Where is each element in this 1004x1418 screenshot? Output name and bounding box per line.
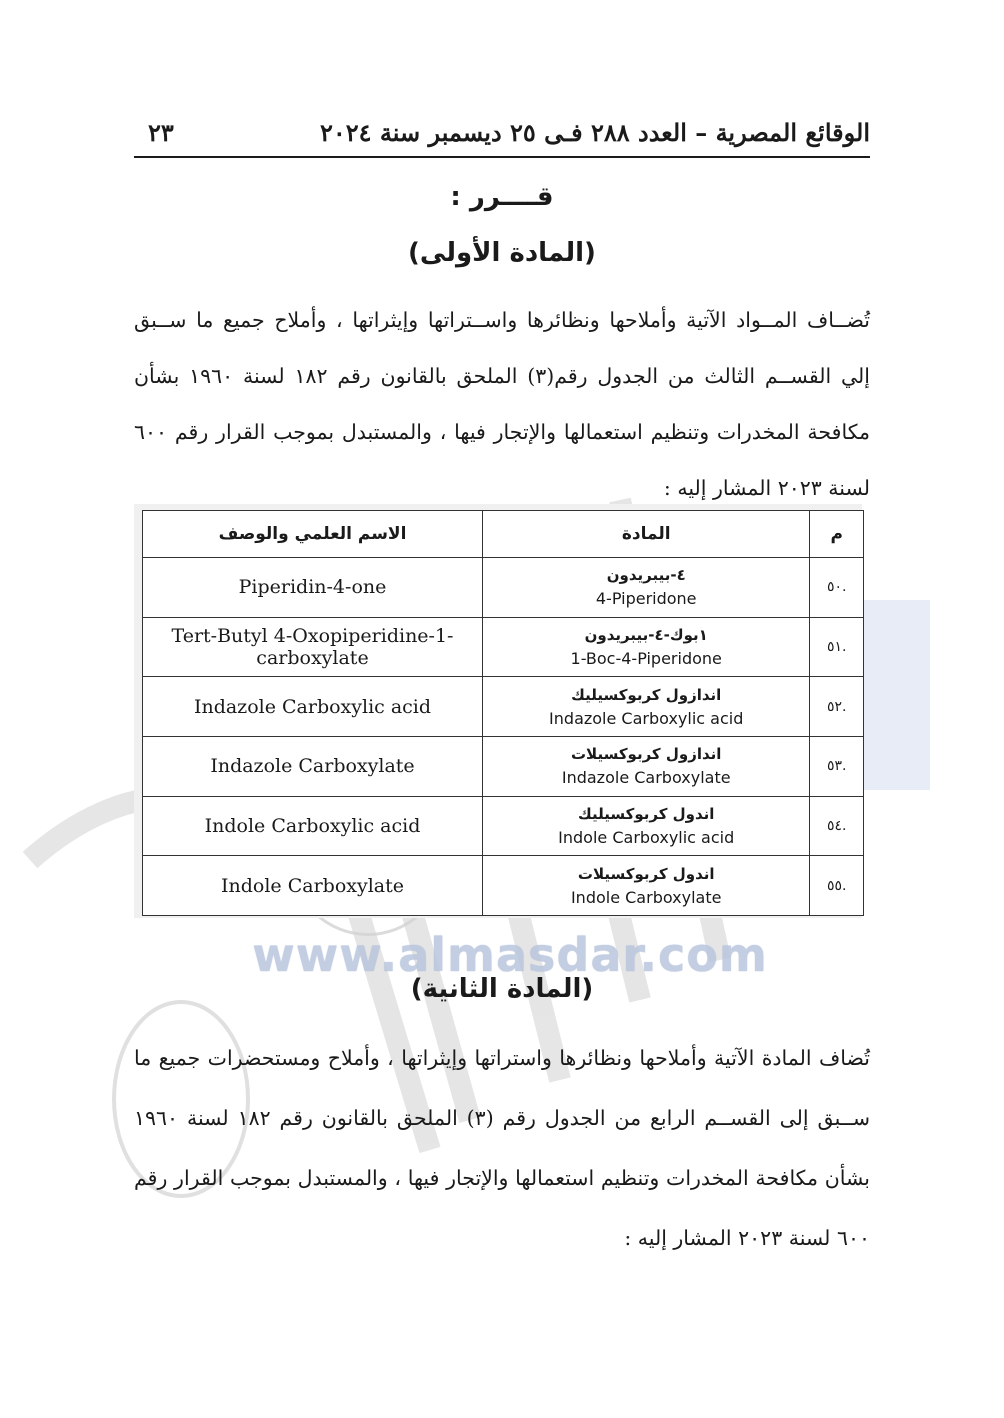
table-row [143, 617, 864, 677]
header-num: م [810, 511, 864, 558]
table-row [143, 677, 864, 737]
substance-cell [483, 677, 810, 737]
table-header-row [143, 511, 864, 558]
scientific-name: Indazole Carboxylate [143, 736, 483, 796]
article-1-text: تُضــاف المــواد الآتية وأملاحها ونظائرها واســتراتها وإيثراتها ، وأملاح جميع ما ســبق إلي القســم الثالث من الجدول رقم(٣) الملحق بالقانون رقم ١٨٢ لسنة ١٩٦٠ بشأن مكافحة المخدرات وتنظيم استعمالها والإتجار فيها ، والمستبدل بموجب القرار رقم ٦٠٠ لسنة ٢٠٢٣ المشار إليه : [134, 308, 870, 500]
scientific-name: Indazole Carboxylic acid [143, 677, 483, 737]
substance-english: Indole Carboxylic acid [558, 827, 735, 847]
substance-arabic: اندازول كربوكسيلات [570, 745, 722, 764]
header-substance: المادة [483, 511, 810, 558]
substance-cell [483, 796, 810, 856]
substance-english: 1-Boc-4-Piperidone [570, 648, 722, 668]
substance-arabic: اندازول كربوكسيليك [571, 685, 722, 704]
substance-cell [483, 736, 810, 796]
scientific-name: Indole Carboxylic acid [143, 796, 483, 856]
substance-arabic: ٤-بيبريدون [606, 566, 686, 585]
substance-cell [483, 856, 810, 916]
substance-arabic: اندول كربوكسيليك [578, 804, 715, 823]
scientific-name: Tert-Butyl 4-Oxopiperidine-1-carboxylate [143, 617, 483, 677]
scientific-name: Indole Carboxylate [143, 856, 483, 916]
scientific-name: Piperidin-4-one [143, 558, 483, 618]
substances-table-frame [134, 504, 862, 918]
decision-heading: قــــرر : [450, 182, 554, 212]
row-number: .٥٣ [810, 736, 864, 796]
row-number: .٥٥ [810, 856, 864, 916]
table-row [143, 736, 864, 796]
substances-table [142, 510, 864, 916]
table-row [143, 558, 864, 618]
table-row [143, 856, 864, 916]
substance-english: 4-Piperidone [595, 589, 697, 609]
row-number: .٥١ [810, 617, 864, 677]
gazette-issue-title: الوقائع المصرية – العدد ٢٨٨ فـى ٢٥ ديسمبر سنة ٢٠٢٤ [320, 117, 870, 147]
page-header [134, 108, 870, 156]
substance-cell [483, 617, 810, 677]
substance-english: Indazole Carboxylate [561, 768, 731, 788]
row-number: .٥٠ [810, 558, 864, 618]
row-number: .٥٢ [810, 677, 864, 737]
substance-cell [483, 558, 810, 618]
substance-arabic: ١بوك-٤-بيبريدون [584, 625, 708, 644]
article-2-text: تُضاف المادة الآتية وأملاحها ونظائرها واستراتها وإيثراتها ، وأملاح ومستحضرات جميع ما ســبق إلى القســم الرابع من الجدول رقم (٣) الملحق بالقانون رقم ١٨٢ لسنة ١٩٦٠ بشأن مكافحة المخدرات وتنظيم استعمالها والإتجار فيها ، والمستبدل بموجب القرار رقم ٦٠٠ لسنة ٢٠٢٣ المشار إليه : [134, 1046, 871, 1250]
header-divider [134, 156, 870, 158]
watermark-url: www.almasdar.com [252, 928, 768, 982]
table-row [143, 796, 864, 856]
row-number: .٥٤ [810, 796, 864, 856]
substance-english: Indazole Carboxylic acid [549, 708, 744, 728]
page-number: ٢٣ [148, 117, 174, 147]
header-scientific-name: الاسم العلمي والوصف [143, 511, 483, 558]
article-2-heading: (المادة الثانية) [410, 974, 594, 1004]
article-1-heading: (المادة الأولى) [408, 238, 596, 268]
substance-arabic: اندول كربوكسيلات [577, 864, 715, 883]
substance-english: Indole Carboxylate [570, 887, 722, 907]
